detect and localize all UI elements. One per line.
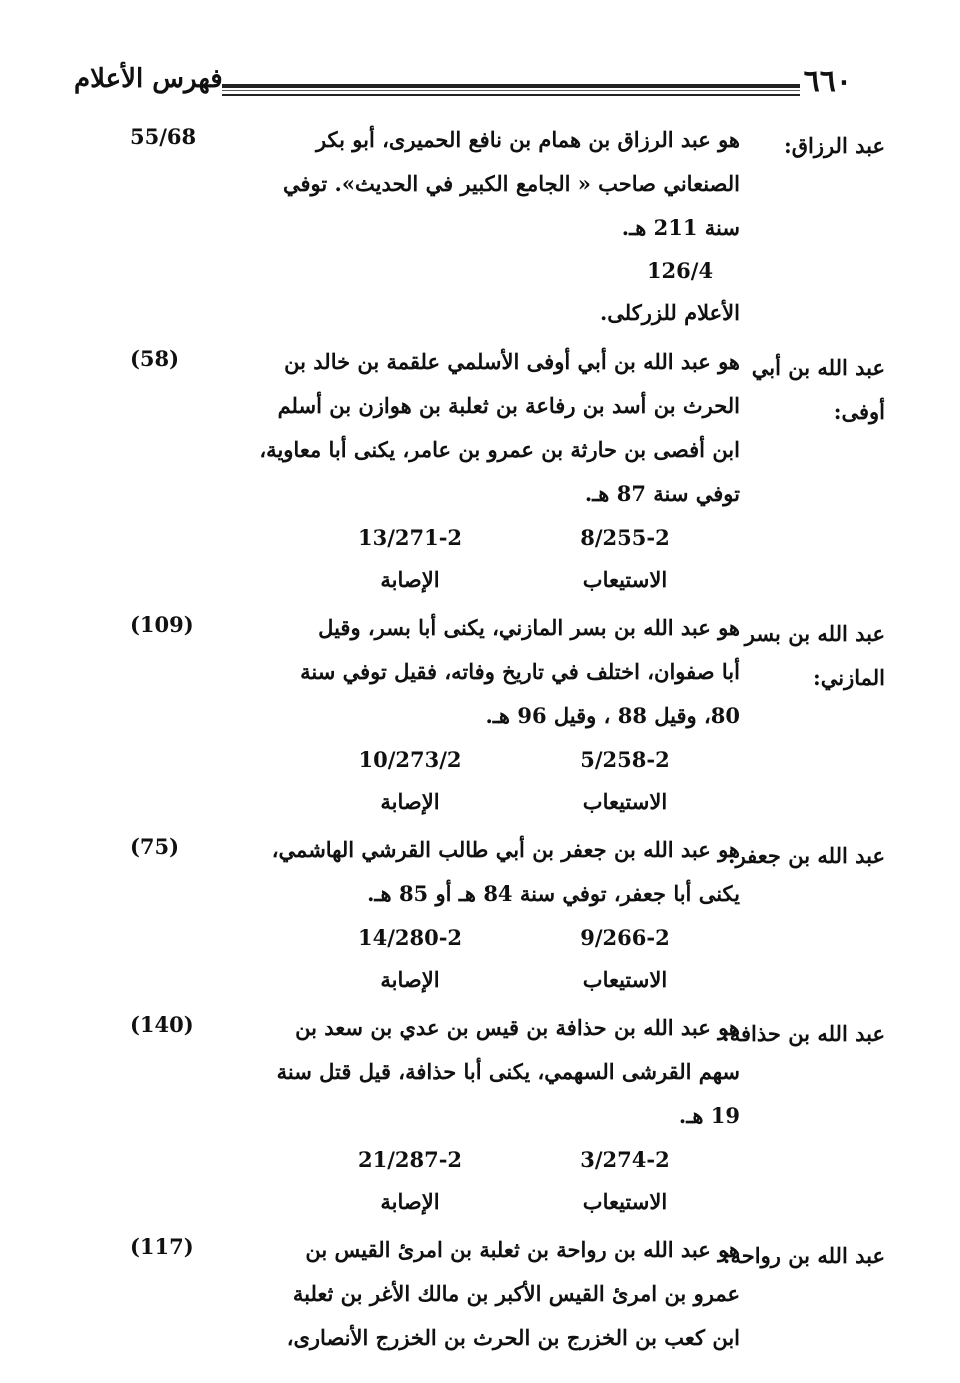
entry-line: ابن أفصى بن حارثة بن عمرو بن عامر، يكنى أبا معاوية، [259,437,740,462]
running-title: فهرس الأعلام [74,64,223,94]
entry-source: الأعلام للزركلى. [599,300,740,325]
ref-isaba: 13/271-2 [357,524,463,550]
source-isaba: الإصابة [380,788,440,814]
source-istiab: الاستيعاب [582,566,668,592]
entry-line: عمرو بن امرئ القيس الأكبر بن مالك الأغر بن ثعلبة [292,1281,740,1306]
index-entries [40,118,920,1366]
entry-line: ابن كعب بن الخزرج بن الحرث بن الخزرج الأنصارى، [286,1325,740,1350]
entry-line: أبا صفوان، اختلف في تاريخ وفاته، فقيل توفي سنة [300,659,740,684]
entry-line: الحرث بن أسد بن رفاعة بن ثعلبة بن هوازن بن أسلم [277,393,740,418]
entry-number: (117) [130,1234,194,1259]
entry-line: هو عبد الله بن بسر المازني، يكنى أبا بسر، وقيل [318,615,740,640]
index-entry [40,340,920,600]
entry-line: هو عبد الله بن جعفر بن أبي طالب القرشي الهاشمي، [271,837,740,862]
header-rule [222,84,800,96]
entry-refs [250,516,740,600]
entry-body [250,1006,740,1138]
entry-line: هو عبد الله بن رواحة بن ثعلبة بن امرئ القيس بن [305,1237,740,1262]
ref-isaba: 14/280-2 [357,924,463,950]
entry-line: هو عبد الله بن حذافة بن قيس بن عدي بن سعد بن [295,1015,740,1040]
entry-line: هو عبد الرزاق بن همام بن نافع الحميرى، أبو بكر [315,127,740,152]
entry-line: سنة 211 هـ. [621,215,740,240]
source-isaba: الإصابة [380,1188,440,1214]
index-entry [40,1006,920,1222]
entry-refs [250,738,740,822]
source-istiab: الاستيعاب [582,1188,668,1214]
entry-name: عبد الله بن أبي أوفى: [751,355,885,424]
ref-istiab: 9/266-2 [580,924,670,950]
entry-number: 55/68 [130,124,197,149]
entry-number: (58) [130,346,180,371]
entry-ref: 126/4 [646,258,714,283]
entry-line: سهم القرشى السهمي، يكنى أبا حذافة، قيل قتل سنة [276,1059,740,1084]
entry-number: (75) [130,834,180,859]
index-entry [40,1228,920,1360]
entry-name: عبد الرزاق: [783,133,885,158]
entry-number: (109) [130,612,194,637]
entry-line: الصنعاني صاحب « الجامع الكبير في الحديث». توفي [283,171,740,196]
entry-name: عبد الله بن رواحة: [722,1243,885,1268]
entry-line: 80، وقيل 88 ، وقيل 96 هـ. [485,703,740,728]
source-istiab: الاستيعاب [582,788,668,814]
entry-name: عبد الله بن بسر المازني: [744,621,885,690]
source-isaba: الإصابة [380,966,440,992]
ref-istiab: 8/255-2 [580,524,670,550]
ref-isaba: 21/287-2 [357,1146,463,1172]
entry-number: (140) [130,1012,194,1037]
entry-body [250,606,740,738]
entry-line: توفي سنة 87 هـ. [584,481,740,506]
entry-body [250,828,740,916]
ref-istiab: 5/258-2 [580,746,670,772]
entry-name: عبد الله بن حذافة: [722,1021,885,1046]
index-entry [40,118,920,334]
entry-refs [250,1138,740,1222]
source-istiab: الاستيعاب [582,966,668,992]
page-number: ٦٦٠ [803,64,852,99]
entry-body [250,340,740,516]
entry-body [250,1228,740,1360]
entry-name: عبد الله بن جعفر: [727,843,885,868]
entry-refs [250,916,740,1000]
entry-body [250,118,740,250]
ref-isaba: 10/273/2 [358,746,462,772]
entry-line: يكنى أبا جعفر، توفي سنة 84 هـ أو 85 هـ. [367,881,740,906]
entry-line: هو عبد الله بن أبي أوفى الأسلمي علقمة بن خالد بن [284,349,740,374]
index-entry [40,606,920,822]
entry-line: 19 هـ. [678,1103,740,1128]
source-isaba: الإصابة [380,566,440,592]
index-entry [40,828,920,1000]
ref-istiab: 3/274-2 [580,1146,670,1172]
